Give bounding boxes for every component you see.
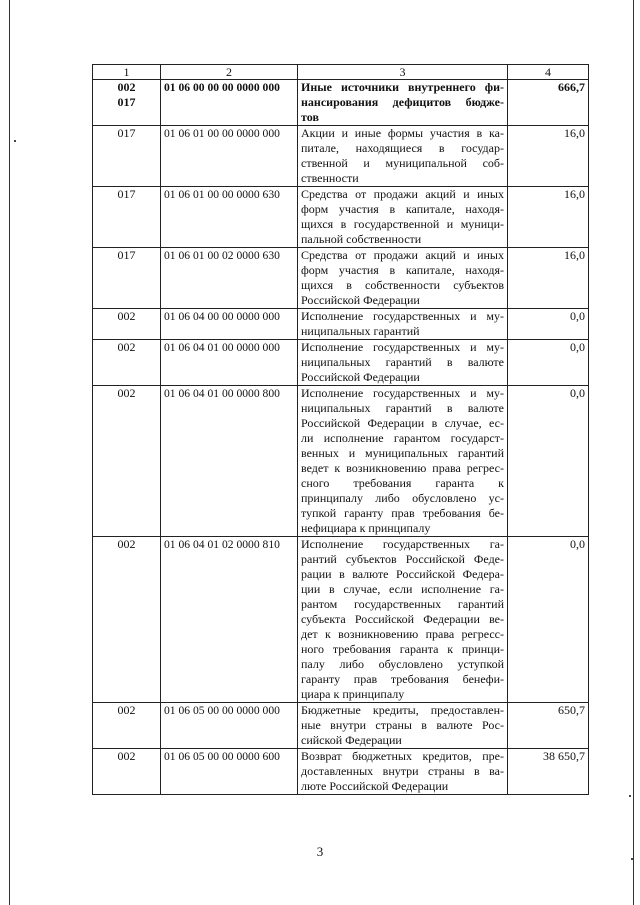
source-name-line: циара к принципалу [301,687,405,701]
source-name-line: тов [301,110,319,124]
admin-code: 002 [117,703,136,717]
admin-code: 017 [117,126,136,140]
admin-code-cell [93,309,161,340]
source-name-line: форм участия в капитале, находя- [301,263,504,277]
admin-code-cell [93,340,161,386]
amount-cell: 0,0 [508,537,589,703]
scan-speck [629,795,631,797]
table-row [93,749,589,795]
source-name-line: тупкой гаранту прав требования бе- [301,506,504,520]
budget-sources-table [92,64,589,795]
admin-code: 002 [117,309,136,323]
source-name-cell [298,703,508,749]
amount-cell: 16,0 [508,187,589,248]
column-header: 4 [508,65,589,80]
scan-edge-right [633,0,634,905]
source-name-line: доставленных внутри страны в ва- [301,764,504,778]
amount-cell: 38 650,7 [508,749,589,795]
admin-code-cell [93,703,161,749]
source-name-line: Акции и иные формы участия в ка- [301,126,504,140]
source-name-cell [298,340,508,386]
scan-edge-left [9,0,10,905]
source-name-line: ведет к возникновению права регрес- [301,461,504,475]
source-name-line: Средства от продажи акций и иных [301,248,504,262]
source-name-line: пальной собственности [301,232,422,246]
source-name-line: дет к возникновению права регресс- [301,627,504,641]
budget-classification-code: 01 06 05 00 00 0000 000 [161,703,298,749]
source-name-line: Исполнение государственных и му- [301,309,504,323]
source-name-line: ственной и муниципальной соб- [301,156,504,170]
source-name-cell [298,187,508,248]
table-row [93,703,589,749]
table-row [93,80,589,126]
admin-code-cell [93,749,161,795]
source-name-line: щихся в собственности субъектов [301,278,504,292]
source-name-line: Исполнение государственных и му- [301,340,504,354]
scan-speck [14,140,16,142]
source-name-line: Российской Федерации [301,370,420,384]
source-name-line: нефициара к принципалу [301,521,431,535]
source-name-line: щихся в государственной и муници- [301,217,504,231]
amount-cell: 666,7 [508,80,589,126]
admin-code: 017 [117,248,136,262]
amount-cell: 0,0 [508,309,589,340]
source-name-line: нансирования дефицитов бюдже- [301,95,504,109]
source-name-line: рации в валюте Российской Федера- [301,567,504,581]
source-name-line: принципалу либо обусловлено ус- [301,491,504,505]
admin-code: 017 [117,187,136,201]
scan-speck [631,858,633,860]
admin-code-cell [93,248,161,309]
source-name-line: Возврат бюджетных кредитов, пре- [301,749,504,763]
amount-cell: 16,0 [508,248,589,309]
source-name-line: Исполнение государственных га- [301,537,504,551]
admin-code: 002 [117,386,136,400]
source-name-cell [298,309,508,340]
budget-classification-code: 01 06 00 00 00 0000 000 [161,80,298,126]
source-name-line: Российской Федерации в случае, ес- [301,416,504,430]
table-header-row [93,65,589,80]
source-name-line: ли исполнение гарантом государст- [301,431,504,445]
source-name-cell [298,248,508,309]
source-name-line: рантом государственных гарантий [301,597,504,611]
admin-code: 002 [117,80,136,94]
table-row [93,386,589,537]
admin-code: 002 [117,340,136,354]
source-name-cell [298,386,508,537]
source-name-line: венных и муниципальных гарантий [301,446,504,460]
source-name-line: палу либо обусловлено уступкой [301,657,504,671]
budget-classification-code: 01 06 04 00 00 0000 000 [161,309,298,340]
column-header: 3 [298,65,508,80]
amount-cell: 650,7 [508,703,589,749]
admin-code-cell [93,537,161,703]
source-name-line: ции в случае, если исполнение га- [301,582,504,596]
admin-code-cell [93,187,161,248]
admin-code-cell [93,126,161,187]
amount-cell: 16,0 [508,126,589,187]
source-name-line: гаранту прав требования бенефи- [301,672,504,686]
budget-classification-code: 01 06 04 01 00 0000 800 [161,386,298,537]
source-name-line: субъекта Российской Федерации ве- [301,612,504,626]
source-name-line: Иные источники внутреннего фи- [301,80,504,94]
source-name-line: ниципальных гарантий в валюте [301,355,504,369]
source-name-line: форм участия в капитале, находя- [301,202,504,216]
source-name-line: сного требования гаранта к [301,476,504,490]
source-name-line: ниципальных гарантий в валюте [301,401,504,415]
admin-code-cell [93,386,161,537]
amount-cell: 0,0 [508,340,589,386]
amount-cell: 0,0 [508,386,589,537]
table-row [93,187,589,248]
table-row [93,340,589,386]
source-name-cell [298,537,508,703]
source-name-line: Средства от продажи акций и иных [301,187,504,201]
source-name-cell [298,80,508,126]
budget-classification-code: 01 06 01 00 00 0000 000 [161,126,298,187]
source-name-cell [298,126,508,187]
source-name-line: ные внутри страны в валюте Рос- [301,718,504,732]
admin-code: 002 [117,537,136,551]
source-name-line: Исполнение государственных и му- [301,386,504,400]
column-header: 2 [161,65,298,80]
budget-classification-code: 01 06 04 01 00 0000 000 [161,340,298,386]
source-name-line: питале, находящиеся в государ- [301,141,504,155]
admin-code-cell [93,80,161,126]
column-header: 1 [93,65,161,80]
table-row [93,248,589,309]
admin-code: 017 [117,95,136,109]
budget-classification-code: 01 06 04 01 02 0000 810 [161,537,298,703]
table-row [93,309,589,340]
table-row [93,126,589,187]
source-name-line: люте Российской Федерации [301,779,449,793]
budget-classification-code: 01 06 01 00 02 0000 630 [161,248,298,309]
budget-classification-code: 01 06 05 00 00 0000 600 [161,749,298,795]
source-name-line: рантий субъектов Российской Феде- [301,552,504,566]
source-name-cell [298,749,508,795]
source-name-line: Бюджетные кредиты, предоставлен- [301,703,504,717]
admin-code: 002 [117,749,136,763]
source-name-line: сийской Федерации [301,733,402,747]
budget-classification-code: 01 06 01 00 00 0000 630 [161,187,298,248]
page-number: 3 [316,844,324,859]
source-name-line: ного требования гаранта к принци- [301,642,504,656]
source-name-line: ственности [301,171,359,185]
source-name-line: ниципальных гарантий [301,324,420,338]
table-row [93,537,589,703]
source-name-line: Российской Федерации [301,293,420,307]
